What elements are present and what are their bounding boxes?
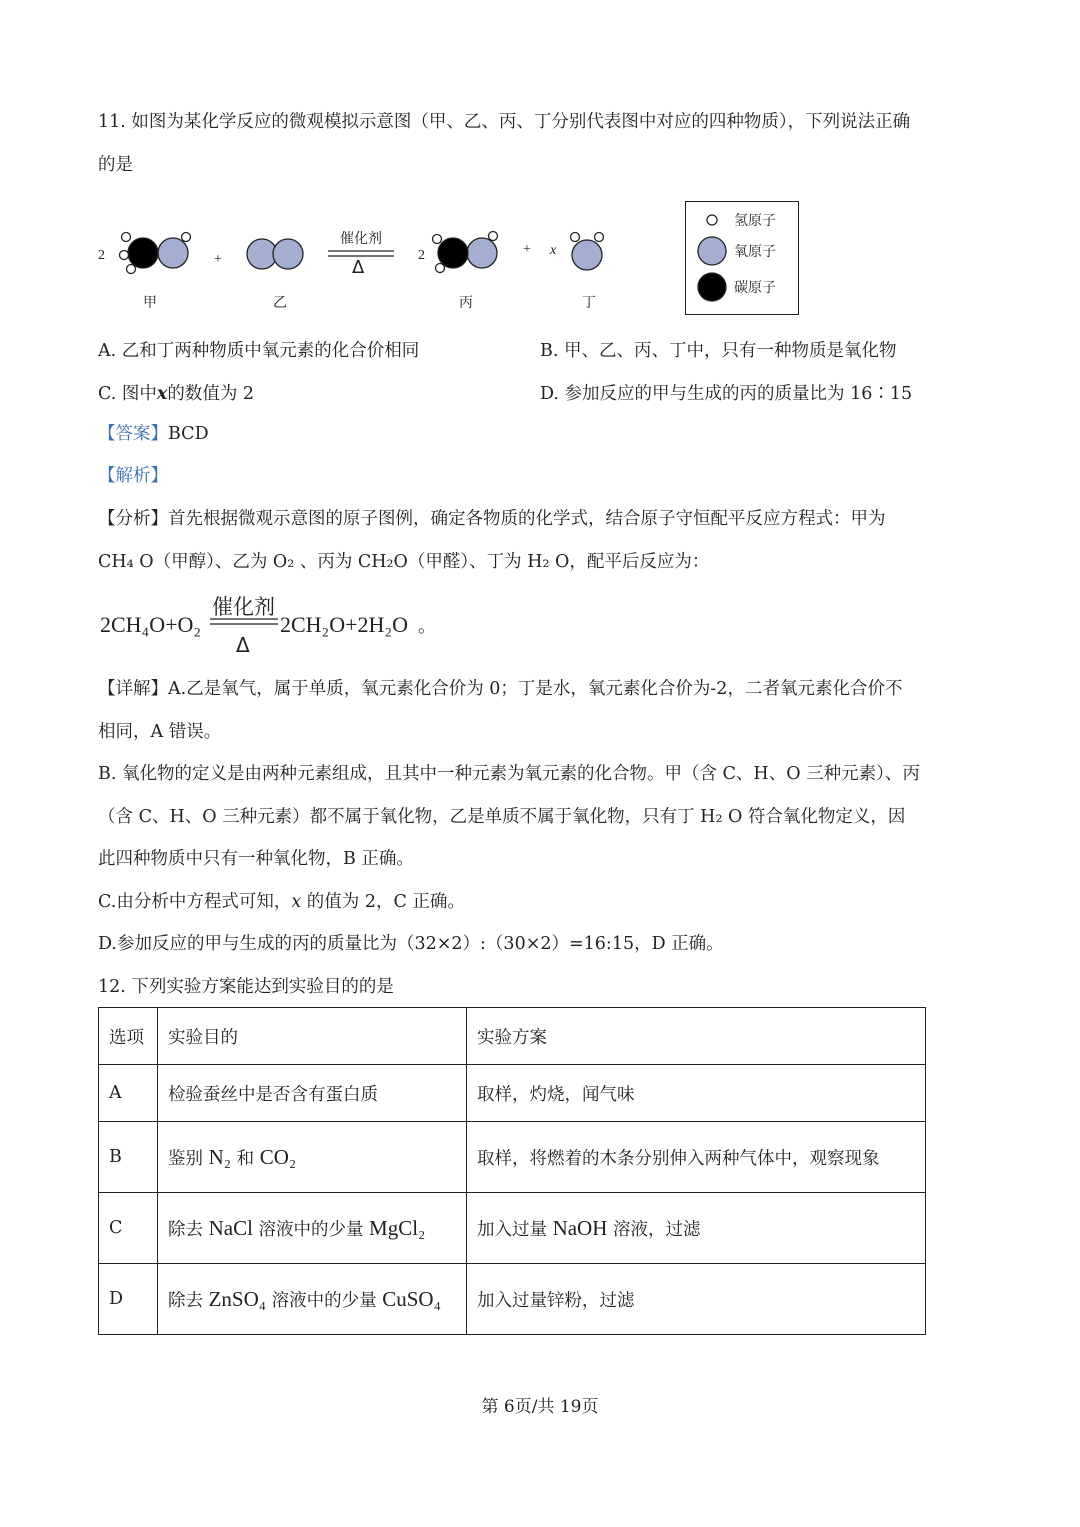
equation-catalyst: 催化剂 xyxy=(212,595,275,619)
q11-stem-line2: 的是 xyxy=(98,155,133,175)
table-row xyxy=(99,1264,926,1335)
label-ding: 丁 xyxy=(582,295,596,311)
row-plan xyxy=(467,1193,926,1264)
detail-b-line2: （含 C、H、O 三种元素）都不属于氧化物，乙是单质不属于氧化物，只有丁 H₂ O 符合氧化物定义，因 xyxy=(98,807,906,827)
coef-x: x xyxy=(550,243,557,258)
fenxi-line1 xyxy=(98,507,886,531)
equation-delta: Δ xyxy=(236,633,250,657)
detail-a1: A.乙是氧气，属于单质，氧元素化合价为 0；丁是水，氧元素化合价为-2，二者氧元素化合价不 xyxy=(168,679,903,699)
table-header-row xyxy=(99,1008,926,1065)
detail-a-line1 xyxy=(98,677,902,701)
oxygen-atom-icon xyxy=(698,237,726,265)
answer-line xyxy=(98,422,209,446)
row-option: C xyxy=(99,1193,158,1264)
fenxi-text1: 首先根据微观示意图的原子图例，确定各物质的化学式，结合原子守恒配平反应方程式：甲为 xyxy=(168,509,886,529)
goal-text-mid: 和 xyxy=(231,1148,260,1169)
row-option: D xyxy=(99,1264,158,1335)
legend-carbon: 碳原子 xyxy=(734,280,776,296)
q11-stem-line1: 11. 如图为某化学反应的微观模拟示意图（甲、乙、丙、丁分别代表图中对应的四种物质），下列说法正确 xyxy=(98,112,911,132)
molecule-yi xyxy=(247,239,303,269)
plus-sign-1: + xyxy=(214,252,222,267)
option-a: A. 乙和丁两种物质中氧元素的化合价相同 xyxy=(98,341,420,361)
analysis-tag: 【解析】 xyxy=(98,466,168,486)
equation-left: 2CH₄O+O₂ xyxy=(100,612,202,637)
molecule-jia xyxy=(120,233,191,274)
table-row xyxy=(99,1193,926,1264)
row-goal xyxy=(158,1065,467,1122)
row-plan xyxy=(467,1122,926,1193)
detail-c-pre: C.由分析中方程式可知， xyxy=(98,892,292,912)
table-row xyxy=(99,1065,926,1122)
goal-text: 鉴别 xyxy=(168,1148,209,1169)
carbon-atom-icon xyxy=(698,273,726,301)
answer-tag: 【答案】 xyxy=(98,424,168,444)
option-c xyxy=(98,380,254,405)
option-b: B. 甲、乙、丙、丁中，只有一种物质是氧化物 xyxy=(540,341,897,361)
label-bing: 丙 xyxy=(459,295,473,311)
goal-formula-2: CO₂ xyxy=(259,1144,297,1169)
row-goal xyxy=(158,1193,467,1264)
detail-tag: 【详解】 xyxy=(98,679,168,699)
label-jia: 甲 xyxy=(143,295,157,311)
equation-right: 2CH₂O+2H₂O xyxy=(280,612,408,637)
row-goal xyxy=(158,1122,467,1193)
catalyst-label: 催化剂 xyxy=(340,231,382,247)
goal-formula-1: ZnSO₄ xyxy=(208,1286,267,1311)
plan-text-post: 溶液，过滤 xyxy=(607,1219,701,1240)
equation-end: 。 xyxy=(418,616,436,636)
hydrogen-atom-icon xyxy=(707,215,717,225)
label-yi: 乙 xyxy=(273,295,287,311)
plan-text: 加入过量 xyxy=(477,1219,553,1240)
goal-text-mid: 溶液中的少量 xyxy=(252,1219,370,1240)
goal-text: 检验蚕丝中是否含有蛋白质 xyxy=(168,1084,378,1105)
row-plan xyxy=(467,1065,926,1122)
detail-d-line: D.参加反应的甲与生成的丙的质量比为（32×2）:（30×2）=16:15，D 正确。 xyxy=(98,934,724,954)
page-footer: 第 6页/共 19页 xyxy=(481,1397,599,1417)
balanced-equation xyxy=(100,590,460,660)
delta-symbol: Δ xyxy=(352,257,365,278)
detail-a-line2: 相同，A 错误。 xyxy=(98,722,222,742)
legend-hydrogen: 氢原子 xyxy=(734,213,776,229)
coef-jia: 2 xyxy=(98,248,105,263)
answer-value: BCD xyxy=(168,424,209,444)
row-plan xyxy=(467,1264,926,1335)
experiment-table xyxy=(98,1007,926,1335)
molecule-ding xyxy=(571,233,604,271)
fenxi-tag: 【分析】 xyxy=(98,509,168,529)
plan-text: 加入过量锌粉，过滤 xyxy=(477,1290,635,1311)
detail-c-x: x xyxy=(291,892,302,912)
header-goal: 实验目的 xyxy=(158,1008,467,1065)
goal-text: 除去 xyxy=(168,1219,209,1240)
goal-formula-1: N₂ xyxy=(208,1144,232,1169)
detail-c-line xyxy=(98,890,465,914)
goal-formula-2: MgCl₂ xyxy=(369,1215,426,1240)
option-d: D. 参加反应的甲与生成的丙的质量比为 16∶15 xyxy=(540,384,913,404)
option-c-post: 的数值为 2 xyxy=(167,384,255,404)
table-row xyxy=(99,1122,926,1193)
row-option: A xyxy=(99,1065,158,1122)
molecule-bing xyxy=(433,232,498,273)
row-option: B xyxy=(99,1122,158,1193)
fenxi-line2: CH₄ O（甲醇）、乙为 O₂ 、丙为 CH₂O（甲醛）、丁为 H₂ O，配平后反应为： xyxy=(98,552,710,572)
option-c-x: x xyxy=(156,384,168,404)
goal-text: 除去 xyxy=(168,1290,209,1311)
reaction-arrow xyxy=(328,230,394,278)
plan-text: 取样，将燃着的木条分别伸入两种气体中，观察现象 xyxy=(477,1148,880,1169)
header-plan: 实验方案 xyxy=(467,1008,926,1065)
q12-stem: 12. 下列实验方案能达到实验目的的是 xyxy=(98,977,394,997)
option-c-pre: C. 图中 xyxy=(98,384,157,404)
coef-bing: 2 xyxy=(418,248,425,263)
goal-formula-1: NaCl xyxy=(208,1215,253,1240)
legend-oxygen: 氧原子 xyxy=(734,244,776,260)
goal-text-mid: 溶液中的少量 xyxy=(266,1290,383,1311)
atom-legend xyxy=(685,201,799,315)
header-option: 选项 xyxy=(99,1008,158,1065)
plan-formula: NaOH xyxy=(552,1215,608,1240)
plus-sign-2: + xyxy=(523,242,531,257)
detail-b-line1: B. 氧化物的定义是由两种元素组成，且其中一种元素为氧元素的化合物。甲（含 C、H、O 三种元素）、丙 xyxy=(98,764,920,784)
plan-text: 取样，灼烧，闻气味 xyxy=(477,1084,635,1105)
detail-b-line3: 此四种物质中只有一种氧化物，B 正确。 xyxy=(98,849,414,869)
row-goal xyxy=(158,1264,467,1335)
goal-formula-2: CuSO₄ xyxy=(382,1286,441,1311)
detail-c-post: 的值为 2，C 正确。 xyxy=(301,892,465,912)
